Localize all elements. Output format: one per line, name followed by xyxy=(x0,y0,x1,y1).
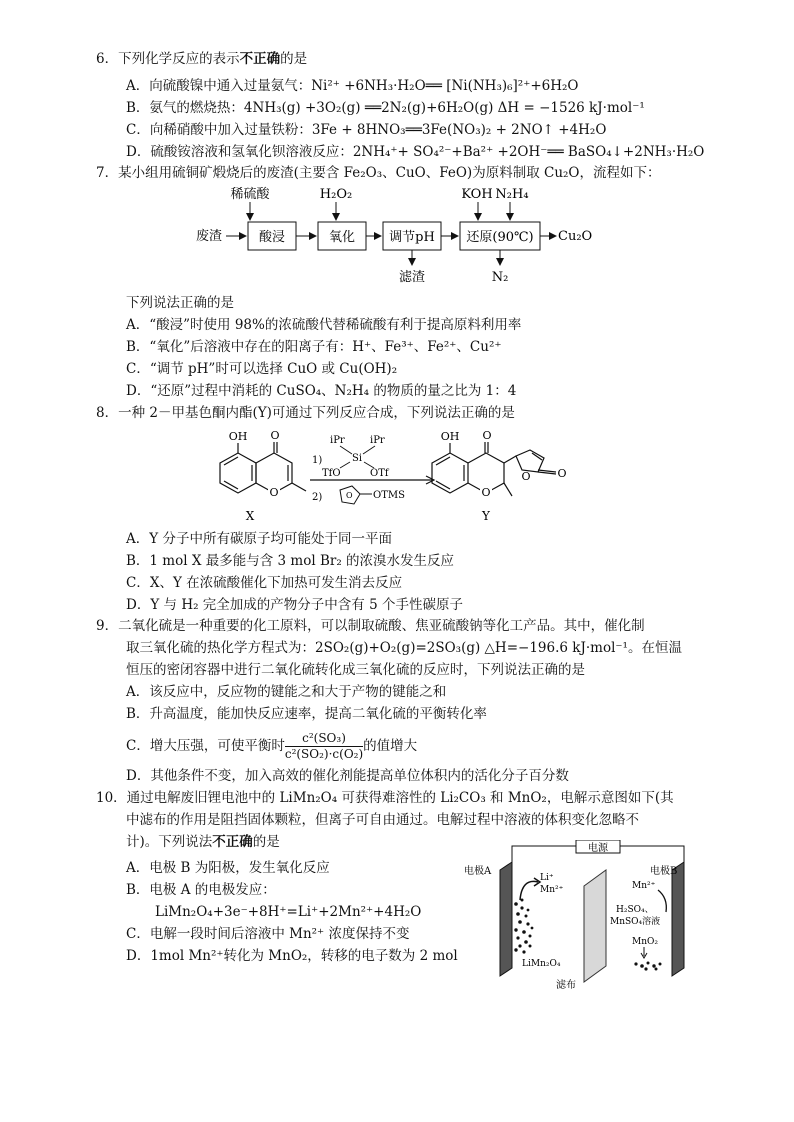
q10-option-b: B．电极 A 的电极发应： xyxy=(126,882,276,898)
x-label: X xyxy=(245,509,255,523)
x-hydroxyl: OH xyxy=(228,430,248,443)
q7-option-a: A．“酸浸”时使用 98%的浓硫酸代替稀硫酸有利于提高原料利用率 xyxy=(126,317,522,333)
q6-option-b: B．氨气的燃烧热：4NH₃(g) +3O₂(g) ══2N₂(g)+6H₂O(g) ΔH = −1526 kJ·mol⁻¹ xyxy=(126,100,645,116)
q10-option-b-equation: LiMn₂O₄+3e⁻+8H⁺=Li⁺+2Mn²⁺+4H₂O xyxy=(155,904,422,920)
reagent-step2: 2) xyxy=(312,492,323,503)
q6-option-a: A．向硫酸镍中通入过量氨气：Ni²⁺ +6NH₃·H₂O══ [Ni(NH₃)₆]²⁺+6H₂O xyxy=(126,78,579,94)
q10-stem-line2: 中滤布的作用是阻挡固体颗粒，但离子可自由通过。电解过程中溶液的体积变化忽略不 xyxy=(126,812,639,828)
q9-fraction: $\frac{\text{c²(SO₃)}}{\text{c²(SO₂)·c(O₂)}}$ xyxy=(284,731,364,761)
y-lactone-carbonyl-oxygen: O xyxy=(557,467,567,480)
q9-stem-line3: 恒压的密闭容器中进行二氧化硫转化成三氧化硫的反应时，下列说法正确的是 xyxy=(126,662,585,678)
x-carbonyl-oxygen: O xyxy=(270,429,280,442)
q8-option-c: C．X、Y 在浓硫酸催化下加热可发生消去反应 xyxy=(126,575,403,591)
reagent-step1: 1) xyxy=(312,455,323,466)
flow-reagent-koh: KOH xyxy=(461,187,493,202)
q9-option-d: D．其他条件不变，加入高效的催化剂能提高单位体积内的活化分子百分数 xyxy=(126,768,569,784)
reagent-tfo: TfO xyxy=(322,468,341,479)
y-lactone-ring-oxygen: O xyxy=(521,470,531,483)
x-ring-oxygen: O xyxy=(269,486,279,499)
q10-option-c: C．电解一段时间后溶液中 Mn²⁺ 浓度保持不变 xyxy=(126,926,410,942)
q9-option-c: C．增大压强，可使平衡时 $\frac{\text{c²(SO₃)}}{\text{c²(SO₂)·c(O₂)}}$ 的值增大 xyxy=(126,731,418,761)
q8-stem: 8．一种 2－甲基色酮内酯(Y)可通过下列反应合成，下列说法正确的是 xyxy=(96,405,515,421)
mno2-label: MnO₂ xyxy=(632,937,658,947)
y-hydroxyl: OH xyxy=(440,430,460,443)
mn-ion-label-a: Mn²⁺ xyxy=(540,885,564,895)
flow-step-adjust-ph: 调节pH xyxy=(389,230,435,245)
molecule-y xyxy=(432,442,556,496)
y-ring-oxygen: O xyxy=(481,486,491,499)
reagent-si: Si xyxy=(352,453,363,464)
y-label: Y xyxy=(482,509,490,523)
li-ion-label: Li⁺ xyxy=(540,873,554,883)
flow-start-waste: 废渣 xyxy=(196,229,223,244)
flow-reagent-n2h4: N₂H₄ xyxy=(495,187,529,202)
flow-end-cu2o: Cu₂O xyxy=(558,229,593,244)
flow-step-acid-leach: 酸浸 xyxy=(258,230,286,245)
flow-output-n2: N₂ xyxy=(491,270,509,285)
solution-label-line1: H₂SO₄、 xyxy=(616,905,654,915)
y-carbonyl-oxygen: O xyxy=(482,429,492,442)
flow-reagent-h2o2: H₂O₂ xyxy=(319,187,353,202)
q6-stem: 6．下列化学反应的表示不正确的是 xyxy=(96,51,308,67)
q8-reaction-scheme xyxy=(200,428,600,528)
q7-option-c: C．“调节 pH”时可以选择 CuO 或 Cu(OH)₂ xyxy=(126,361,398,377)
mn-ion-label-b: Mn²⁺ xyxy=(632,881,656,891)
q7-flowchart xyxy=(188,185,608,285)
q10-option-a: A．电极 B 为阳极，发生氧化反应 xyxy=(126,860,330,876)
q7-stem: 7．某小组用硫铜矿煅烧后的废渣(主要含 Fe₂O₃、CuO、FeO)为原料制取 Cu₂O，流程如下： xyxy=(96,165,661,181)
q6-option-c: C．向稀硝酸中加入过量铁粉：3Fe + 8HNO₃══3Fe(NO₃)₂ + 2NO↑ +4H₂O xyxy=(126,122,607,138)
flow-output-residue: 滤渣 xyxy=(398,270,426,285)
power-supply-label: 电源 xyxy=(588,843,608,854)
q6-option-d: D．硫酸铵溶液和氢氧化钡溶液反应：2NH₄⁺+ SO₄²⁻+Ba²⁺ +2OH⁻══ BaSO₄↓+2NH₃·H₂O xyxy=(126,144,705,160)
q9-stem-line2: 取三氧化硫的热化学方程式为：2SO₂(g)+O₂(g)=2SO₃(g) △H=−196.6 kJ·mol⁻¹。在恒温 xyxy=(126,640,682,656)
reagent-otf: OTf xyxy=(370,468,389,479)
flow-step-reduce: 还原(90℃) xyxy=(466,230,534,245)
limn2o4-label: LiMn₂O₄ xyxy=(522,959,561,969)
filter-cloth-label: 滤布 xyxy=(556,980,576,990)
q10-option-d: D．1mol Mn²⁺转化为 MnO₂，转移的电子数为 2 mol xyxy=(126,948,458,964)
electrode-a-label: 电极A xyxy=(464,866,492,877)
flow-step-oxidize: 氧化 xyxy=(328,230,356,245)
q10-stem-line3: 计)。下列说法不正确的是 xyxy=(126,834,280,850)
q8-option-a: A．Y 分子中所有碳原子均可能处于同一平面 xyxy=(126,531,392,547)
q9-stem-line1: 9．二氧化硫是一种重要的化工原料，可以制取硫酸、焦亚硫酸钠等化工产品。其中，催化制 xyxy=(96,618,645,634)
molecule-x xyxy=(220,442,306,493)
limn2o4-particles xyxy=(514,899,533,954)
q10-electrolysis-diagram xyxy=(460,840,700,990)
q7-option-b: B．“氧化”后溶液中存在的阳离子有：H⁺、Fe³⁺、Fe²⁺、Cu²⁺ xyxy=(126,339,502,355)
q8-option-d: D．Y 与 H₂ 完全加成的产物分子中含有 5 个手性碳原子 xyxy=(126,597,463,613)
reagent-ipr-left: iPr xyxy=(330,435,345,446)
q9-option-a: A．该反应中，反应物的键能之和大于产物的键能之和 xyxy=(126,684,447,700)
reagent-furan-o: O xyxy=(346,491,353,500)
mno2-particles xyxy=(634,962,661,971)
flow-reagent-dilute-sulfuric: 稀硫酸 xyxy=(230,187,270,202)
electrode-b-label: 电极B xyxy=(650,866,678,877)
q8-option-b: B．1 mol X 最多能与含 3 mol Br₂ 的浓溴水发生反应 xyxy=(126,553,455,569)
reagent-ipr-right: iPr xyxy=(370,435,385,446)
q10-stem-line1: 10．通过电解废旧锂电池中的 LiMn₂O₄ 可获得难溶性的 Li₂CO₃ 和 MnO₂，电解示意图如下(其 xyxy=(96,790,674,806)
solution-label-line2: MnSO₄溶液 xyxy=(610,917,661,927)
q7-option-d: D．“还原”过程中消耗的 CuSO₄、N₂H₄ 的物质的量之比为 1：4 xyxy=(126,383,517,399)
q7-substem: 下列说法正确的是 xyxy=(126,295,234,311)
reagent-otms: OTMS xyxy=(373,490,405,501)
q9-option-b: B．升高温度，能加快反应速率，提高二氧化硫的平衡转化率 xyxy=(126,706,487,722)
